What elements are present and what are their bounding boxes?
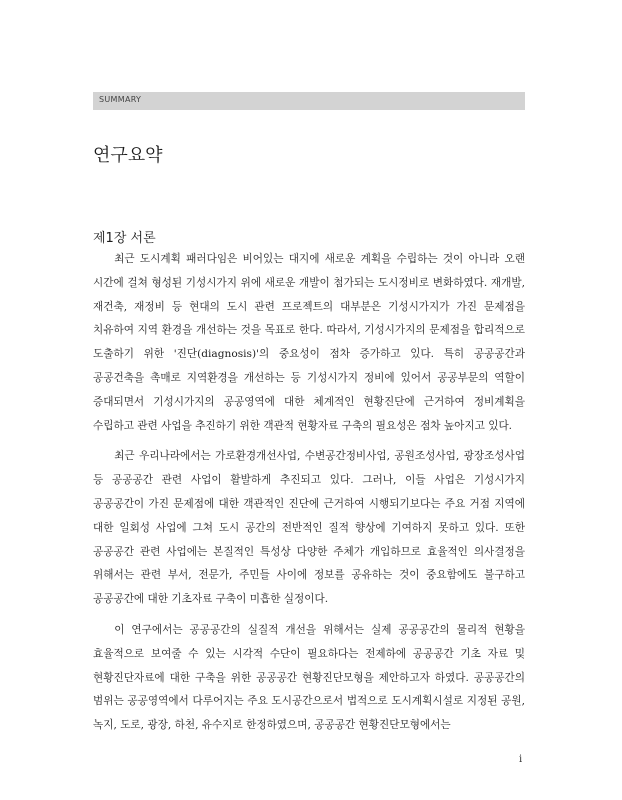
paragraph: 최근 도시계획 패러다임은 비어있는 대지에 새로운 계획을 수립하는 것이 아니라 오랜 시간에 걸쳐 형성된 기성시가지 위에 새로운 개발이 첨가되는 도시정비로 변화하였다. 재개발, 재건축, 재정비 등 현대의 도시 관련 프로젝트의 대부분은 기성시가지가 가진 문제점을 치유하여 지역 환경을 개선하는 것을 목표로 한다. 따라서, 기성시가지의 문제점을 합리적으로 도출하기 위한 '진단(diagnosis)'의 중요성이 점차 증가하고 있다. 특히 공공공간과 공공건축을 촉매로 지역환경을 개선하는 등 기성시가지 정비에 있어서 공공부문의 역할이 증대되면서 기성시가지의 공공영역에 대한 체계적인 현황진단에 근거하여 정비계획을 수립하고 관련 사업을 추진하기 위한 객관적 현황자료 구축의 필요성은 점차 높아지고 있다. [93, 253, 525, 432]
page-number: i [519, 754, 523, 765]
paragraph: 이 연구에서는 공공공간의 실질적 개선을 위해서는 실제 공공공간의 물리적 현황을 효율적으로 보여줄 수 있는 시각적 수단이 필요하다는 전제하에 공공공간 기초 자료 및 현황진단자료에 대한 구축을 위한 공공공간 현황진단모형을 제안하고자 하였다. 공공공간의 범위는 공공영역에서 다루어지는 주요 도시공간으로서 법적으로 도시계획시설로 지정된 공원, 녹지, 도로, 광장, 하천, 유수지로 한정하였으며, 공공공간 현황진단모형에서는 [93, 623, 525, 732]
section-heading: 제1장 서론 [93, 231, 156, 246]
summary-label: SUMMARY [99, 95, 142, 104]
paragraph: 최근 우리나라에서는 가로환경개선사업, 수변공간정비사업, 공원조성사업, 광장조성사업 등 공공공간 관련 사업이 활발하게 추진되고 있다. 그러나, 이들 사업은 기성시가지 공공공간이 가진 문제점에 대한 객관적인 진단에 근거하여 시행되기보다는 주요 거점 지역에 대한 일회성 사업에 그쳐 도시 공간의 전반적인 질적 향상에 기여하지 못하고 있다. 또한 공공공간 관련 사업에는 본질적인 특성상 다양한 주체가 개입하므로 효율적인 의사결정을 위해서는 관련 부서, 전문가, 주민들 사이에 정보를 공유하는 것이 중요함에도 불구하고 공공공간에 대한 기초자료 구축이 미흡한 실정이다. [93, 450, 525, 606]
summary-header-bar [93, 92, 525, 110]
section-body [93, 248, 525, 745]
page-title: 연구요약 [93, 145, 163, 166]
